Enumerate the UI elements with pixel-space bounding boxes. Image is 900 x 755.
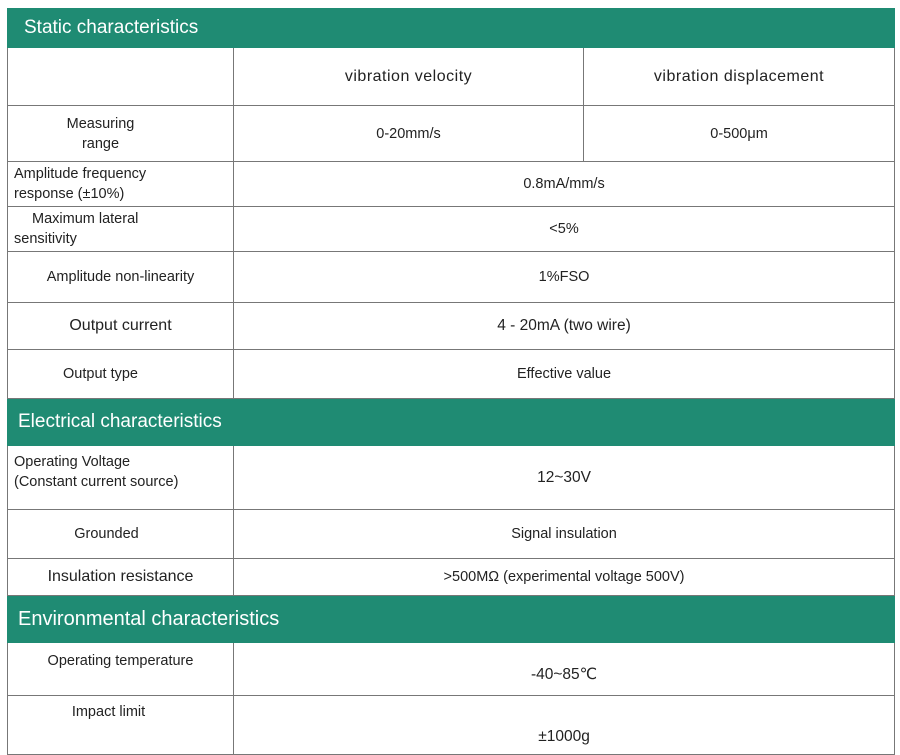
label-line-1: Amplitude frequency xyxy=(14,166,147,182)
row-output-type xyxy=(8,350,895,399)
col-header-displacement: vibration displacement xyxy=(584,48,895,106)
label-amplitude-frequency xyxy=(8,162,234,207)
value-displacement-range: 0-500μm xyxy=(584,106,895,162)
label-impact-limit: Impact limit xyxy=(8,696,234,755)
label-output-type: Output type xyxy=(8,350,234,399)
label-measuring-range xyxy=(8,106,234,162)
label-line-1: Measuring xyxy=(66,115,135,132)
label-line-1: Operating Voltage xyxy=(14,454,131,470)
value-amplitude-frequency: 0.8mA/mm/s xyxy=(234,162,895,207)
label-non-linearity: Amplitude non-linearity xyxy=(8,252,234,303)
label-line-2: (Constant current source) xyxy=(14,474,179,490)
row-lateral-sensitivity xyxy=(8,207,895,252)
spec-table xyxy=(7,8,895,755)
row-impact-limit xyxy=(8,696,895,755)
section-header-environmental xyxy=(8,596,895,643)
row-insulation-resistance xyxy=(8,559,895,596)
label-grounded: Grounded xyxy=(8,510,234,559)
section-title-electrical: Electrical characteristics xyxy=(8,399,895,446)
label-line-2: response (±10%) xyxy=(14,186,125,202)
column-header-row xyxy=(8,48,895,106)
label-line-2: range xyxy=(81,135,120,152)
value-insulation-resistance: >500MΩ (experimental voltage 500V) xyxy=(234,559,895,596)
value-impact-limit: ±1000g xyxy=(234,696,895,755)
label-lateral-sensitivity xyxy=(8,207,234,252)
section-title-environmental: Environmental characteristics xyxy=(8,596,895,643)
blank-header-cell xyxy=(8,48,234,106)
value-non-linearity: 1%FSO xyxy=(234,252,895,303)
value-lateral-sensitivity: <5% xyxy=(234,207,895,252)
label-operating-voltage xyxy=(8,446,234,510)
value-velocity-range: 0-20mm/s xyxy=(234,106,584,162)
value-output-type: Effective value xyxy=(234,350,895,399)
value-output-current: 4 - 20mA (two wire) xyxy=(234,303,895,350)
section-title-static: Static characteristics xyxy=(8,9,895,48)
label-operating-temperature: Operating temperature xyxy=(8,643,234,696)
row-operating-temperature xyxy=(8,643,895,696)
value-operating-voltage: 12~30V xyxy=(234,446,895,510)
value-grounded: Signal insulation xyxy=(234,510,895,559)
row-operating-voltage xyxy=(8,446,895,510)
label-insulation-resistance: Insulation resistance xyxy=(8,559,234,596)
value-operating-temperature: -40~85℃ xyxy=(234,643,895,696)
col-header-velocity: vibration velocity xyxy=(234,48,584,106)
row-measuring-range xyxy=(8,106,895,162)
section-header-static xyxy=(8,9,895,48)
row-amplitude-frequency xyxy=(8,162,895,207)
label-line-2: sensitivity xyxy=(14,231,77,247)
section-header-electrical xyxy=(8,399,895,446)
row-grounded xyxy=(8,510,895,559)
label-output-current: Output current xyxy=(8,303,234,350)
row-non-linearity xyxy=(8,252,895,303)
label-line-1: Maximum lateral xyxy=(32,211,139,227)
row-output-current xyxy=(8,303,895,350)
